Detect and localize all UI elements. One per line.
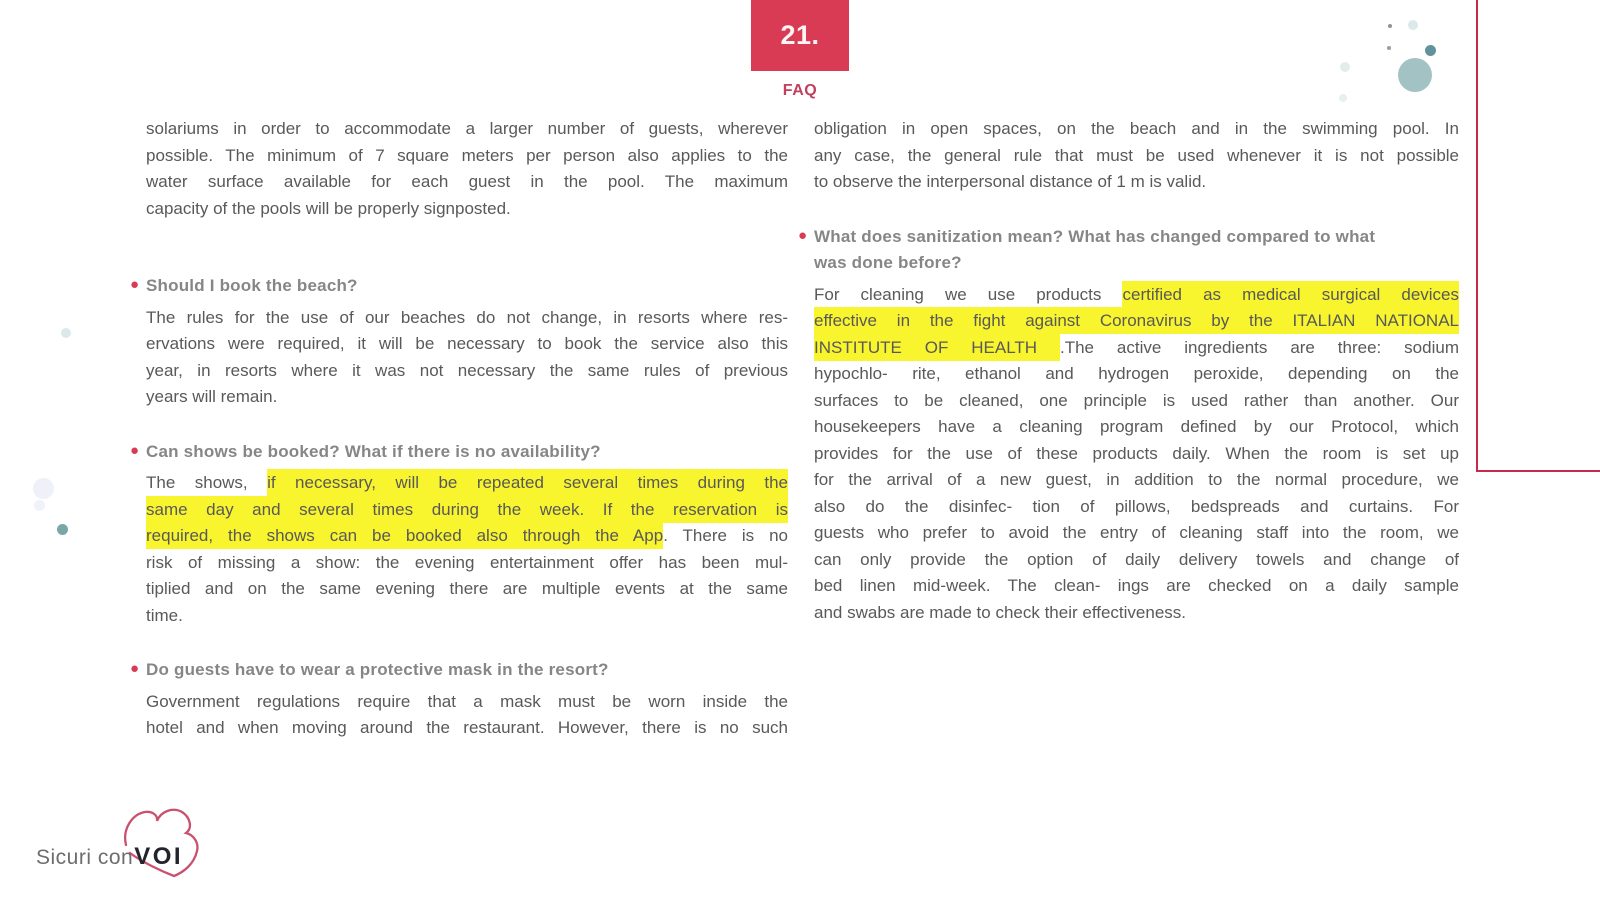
- bullet-icon: ●: [130, 441, 140, 459]
- faq-paragraph: [814, 116, 1459, 196]
- highlighted-text: if necessary, will be repeated several times during the: [267, 469, 788, 496]
- decor-dot: [1388, 24, 1392, 28]
- faq-paragraph: [146, 470, 788, 629]
- body-text: risk of missing a show: the evening entertainment offer has been mul-: [146, 552, 788, 572]
- body-text: Government regulations require that a mask must be worn inside the: [146, 691, 788, 711]
- body-text: also do the disinfec- tion of pillows, bedspreads and curtains. For: [814, 496, 1459, 516]
- decor-dot: [1340, 62, 1350, 72]
- text-line: [814, 169, 1459, 196]
- question-text: What does sanitization mean? What has changed compared to what: [814, 226, 1376, 246]
- faq-question: [130, 439, 788, 466]
- body-text: . There is no: [663, 526, 788, 545]
- body-text: any case, the general rule that must be used whenever it is not possible: [814, 145, 1459, 165]
- body-text: provides for the use of these products daily. When the room is set up: [814, 443, 1459, 463]
- decor-dot: [34, 500, 45, 511]
- faq-paragraph: [146, 116, 788, 222]
- text-line: [814, 520, 1459, 547]
- text-line: [146, 523, 788, 550]
- text-line: [146, 143, 788, 170]
- faq-column-left: [130, 116, 788, 742]
- body-text: ervations were required, it will be necessary to book the service also this: [146, 334, 788, 353]
- logo-sicuri-con-voi: [30, 795, 240, 890]
- highlighted-text: certified as medical surgical devices: [1122, 281, 1459, 308]
- text-line: [146, 576, 788, 603]
- body-text: to observe the interpersonal distance of 1 m is valid.: [814, 172, 1207, 191]
- decor-dot: [33, 478, 54, 499]
- decor-dot: [61, 328, 71, 338]
- faq-paragraph: [146, 305, 788, 411]
- highlighted-text: same day and several times during the week. If the reservation is: [146, 496, 788, 523]
- text-line: [146, 689, 788, 716]
- text-line: [814, 388, 1459, 415]
- text-line: [146, 358, 788, 385]
- faq-question: [130, 657, 788, 684]
- page-number-badge: 21.: [751, 0, 849, 71]
- body-text: The rules for the use of our beaches do not change, in resorts where res-: [146, 307, 788, 327]
- text-line: [146, 384, 788, 411]
- decor-dot: [57, 524, 68, 535]
- decor-dot: [1339, 94, 1347, 102]
- body-text: possible. The minimum of 7 square meters per person also applies to the: [146, 145, 788, 165]
- text-line: [814, 467, 1459, 494]
- body-text: hotel and when moving around the restaurant. However, there is no such: [146, 718, 788, 737]
- text-line: [814, 308, 1459, 335]
- text-line: [814, 573, 1459, 600]
- body-text: housekeepers have a cleaning program defined by our Protocol, which: [814, 417, 1459, 436]
- body-text: and swabs are made to check their effectiveness.: [814, 602, 1186, 622]
- text-line: [814, 547, 1459, 574]
- body-text: guests who prefer to avoid the entry of cleaning staff into the room, we: [814, 523, 1459, 542]
- decor-dot: [1425, 45, 1436, 56]
- body-text: tiplied and on the same evening there are multiple events at the same: [146, 579, 788, 598]
- text-line: [814, 600, 1459, 627]
- section-label: FAQ: [782, 82, 818, 99]
- text-line: [146, 497, 788, 524]
- highlighted-text: effective in the fight against Coronavirus by the ITALIAN NATIONAL: [814, 307, 1459, 334]
- text-line: [814, 361, 1459, 388]
- body-text: obligation in open spaces, on the beach and in the swimming pool. In: [814, 119, 1459, 138]
- logo-text-brand: VOI: [134, 843, 184, 870]
- body-text: solariums in order to accommodate a larger number of guests, wherever: [146, 119, 788, 138]
- body-text: For cleaning we use products: [814, 284, 1123, 304]
- faq-question: [130, 273, 788, 300]
- body-text: .The active ingredients are three: sodium: [1059, 337, 1459, 357]
- body-text: for the arrival of a new guest, in addition to the normal procedure, we: [814, 470, 1459, 489]
- highlighted-text: INSTITUTE OF HEALTH: [814, 334, 1060, 361]
- text-line: [146, 470, 788, 497]
- text-line: [814, 116, 1459, 143]
- body-text: can only provide the option of daily delivery towels and change of: [814, 549, 1459, 569]
- decor-dot: [1398, 58, 1432, 92]
- question-text: Do guests have to wear a protective mask in the resort?: [146, 660, 609, 679]
- body-text: The shows,: [146, 473, 268, 492]
- bullet-icon: ●: [798, 226, 808, 244]
- bullet-icon: ●: [130, 660, 140, 677]
- body-text: year, in resorts where it was not necessary the same rules of previous: [146, 360, 788, 380]
- text-line: [814, 282, 1459, 309]
- decor-red-frame: [1476, 0, 1600, 472]
- text-line: [146, 305, 788, 332]
- text-line: [146, 715, 788, 742]
- text-line: [146, 331, 788, 358]
- faq-column-right: [798, 116, 1460, 626]
- text-line: [146, 196, 788, 223]
- logo-text-prefix: Sicuri con: [36, 846, 134, 869]
- decor-dot: [1408, 20, 1418, 30]
- body-text: bed linen mid-week. The clean- ings are checked on a daily sample: [814, 576, 1459, 595]
- text-line: [146, 550, 788, 577]
- text-line: [814, 335, 1459, 362]
- question-text: Can shows be booked? What if there is no availability?: [146, 441, 601, 461]
- faq-paragraph: [146, 689, 788, 742]
- text-line: [814, 494, 1459, 521]
- body-text: surfaces to be cleaned, one principle is used rather than another. Our: [814, 390, 1459, 410]
- question-text: Should I book the beach?: [146, 276, 358, 295]
- text-line: [146, 169, 788, 196]
- body-text: years will remain.: [146, 387, 278, 406]
- logo-text: [36, 843, 183, 871]
- faq-question: [798, 224, 1459, 277]
- text-line: [814, 414, 1459, 441]
- text-line: [814, 143, 1459, 170]
- body-text: time.: [146, 605, 183, 625]
- text-line: [814, 441, 1459, 468]
- decor-dot: [1387, 46, 1391, 50]
- body-text: hypochlo- rite, ethanol and hydrogen peroxide, depending on the: [814, 364, 1459, 383]
- faq-paragraph: [814, 282, 1459, 627]
- body-text: water surface available for each guest in the pool. The maximum: [146, 172, 788, 191]
- highlighted-text: required, the shows can be booked also through the App: [146, 522, 663, 549]
- body-text: capacity of the pools will be properly signposted.: [146, 198, 511, 218]
- bullet-icon: ●: [130, 276, 140, 293]
- question-text: was done before?: [814, 253, 962, 272]
- text-line: [146, 603, 788, 630]
- text-line: [146, 116, 788, 143]
